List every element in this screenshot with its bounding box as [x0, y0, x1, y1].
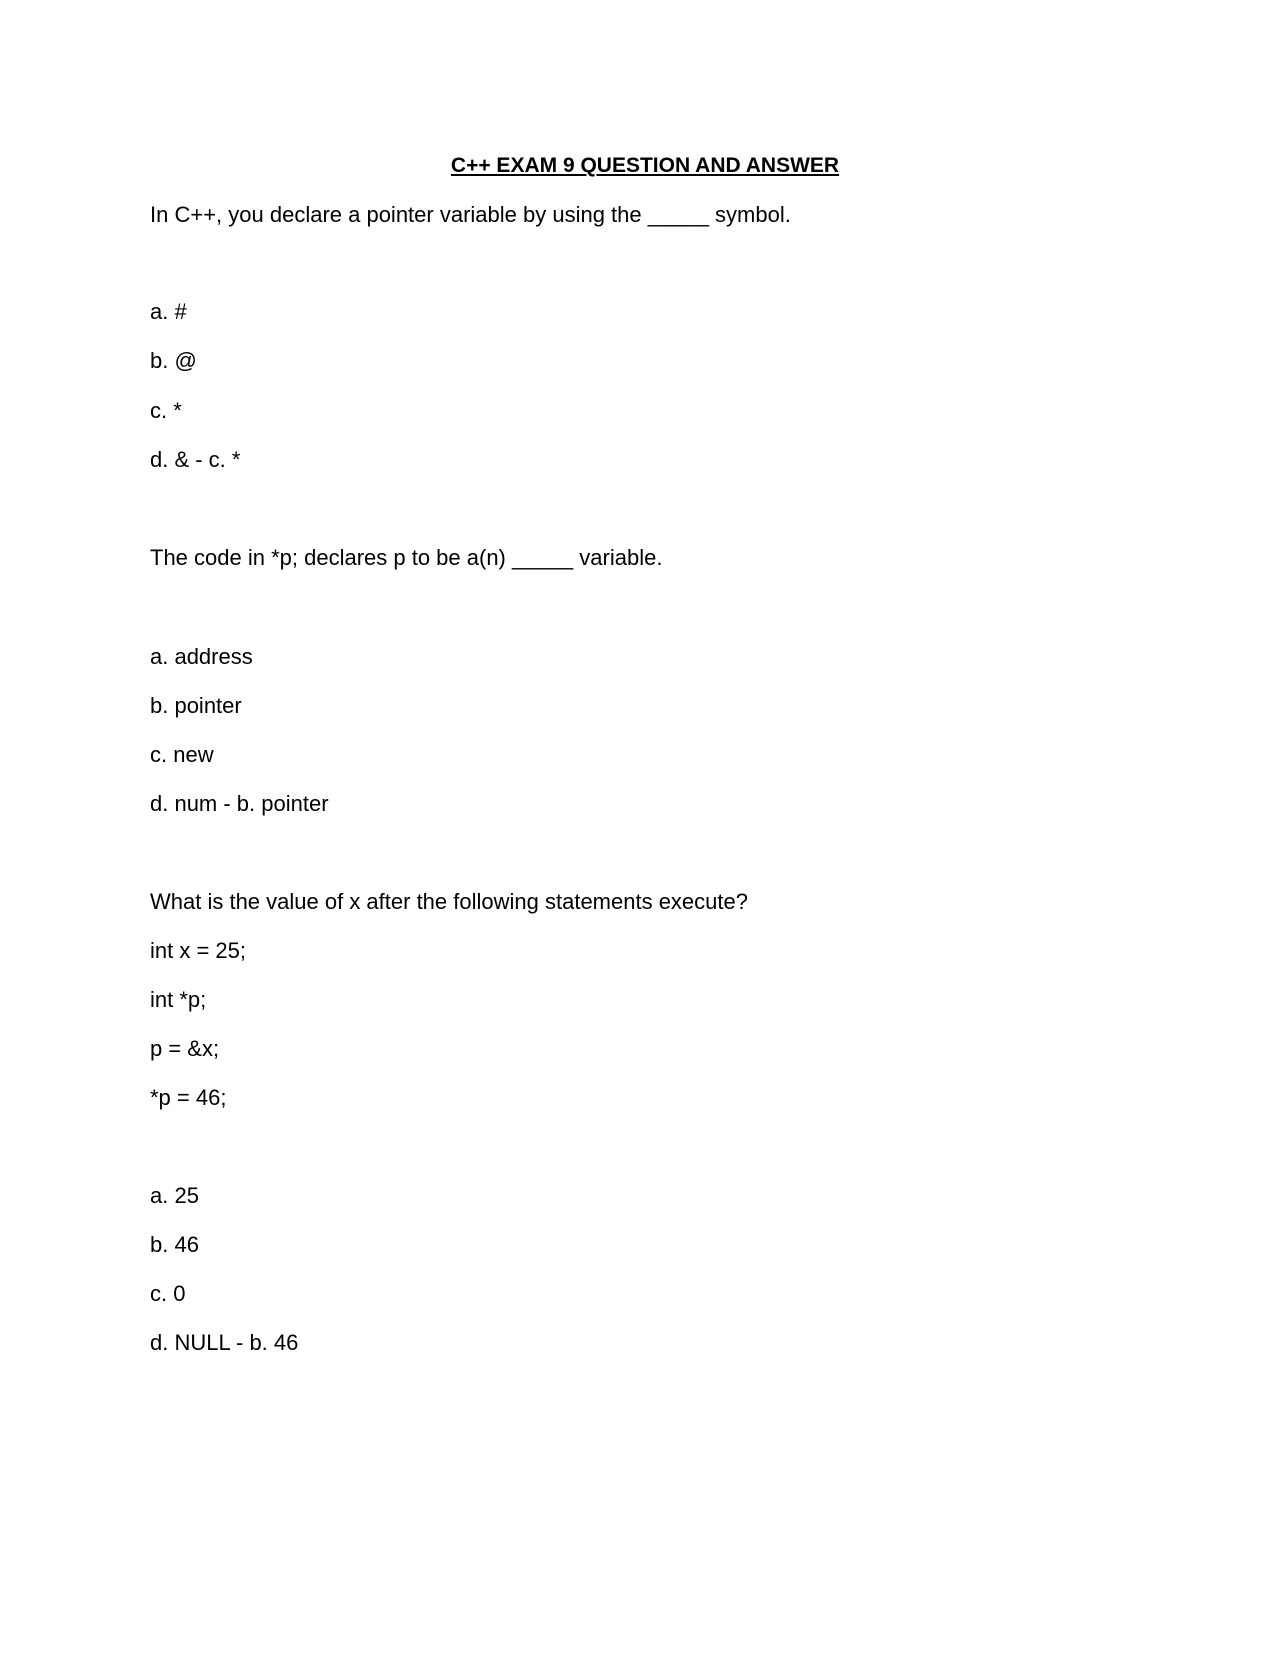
question-3-option-c: c. 0	[150, 1281, 186, 1306]
question-2-option-b: b. pointer	[150, 693, 242, 718]
question-3-option-d: d. NULL - b. 46	[150, 1330, 299, 1355]
question-1-option-a: a. #	[150, 299, 187, 324]
question-2-prompt: The code in *p; declares p to be a(n) _____ variable.	[150, 545, 663, 570]
question-1-prompt: In C++, you declare a pointer variable by using the _____ symbol.	[150, 202, 791, 227]
question-3-code-line: p = &x;	[150, 1036, 220, 1061]
question-1-option-d: d. & - c. *	[150, 447, 241, 472]
question-2-option-a: a. address	[150, 644, 253, 669]
question-3-option-a: a. 25	[150, 1183, 199, 1208]
question-3-option-b: b. 46	[150, 1232, 199, 1257]
question-3-code-line: int x = 25;	[150, 938, 247, 963]
question-3-code-line: int *p;	[150, 987, 207, 1012]
question-3-code-line: *p = 46;	[150, 1085, 227, 1110]
question-2-option-d: d. num - b. pointer	[150, 791, 329, 816]
question-1-option-c: c. *	[150, 398, 182, 423]
document-title: C++ EXAM 9 QUESTION AND ANSWER	[450, 154, 840, 177]
question-2-option-c: c. new	[150, 742, 214, 767]
question-1-option-b: b. @	[150, 348, 197, 373]
question-3-prompt: What is the value of x after the following statements execute?	[150, 889, 748, 914]
